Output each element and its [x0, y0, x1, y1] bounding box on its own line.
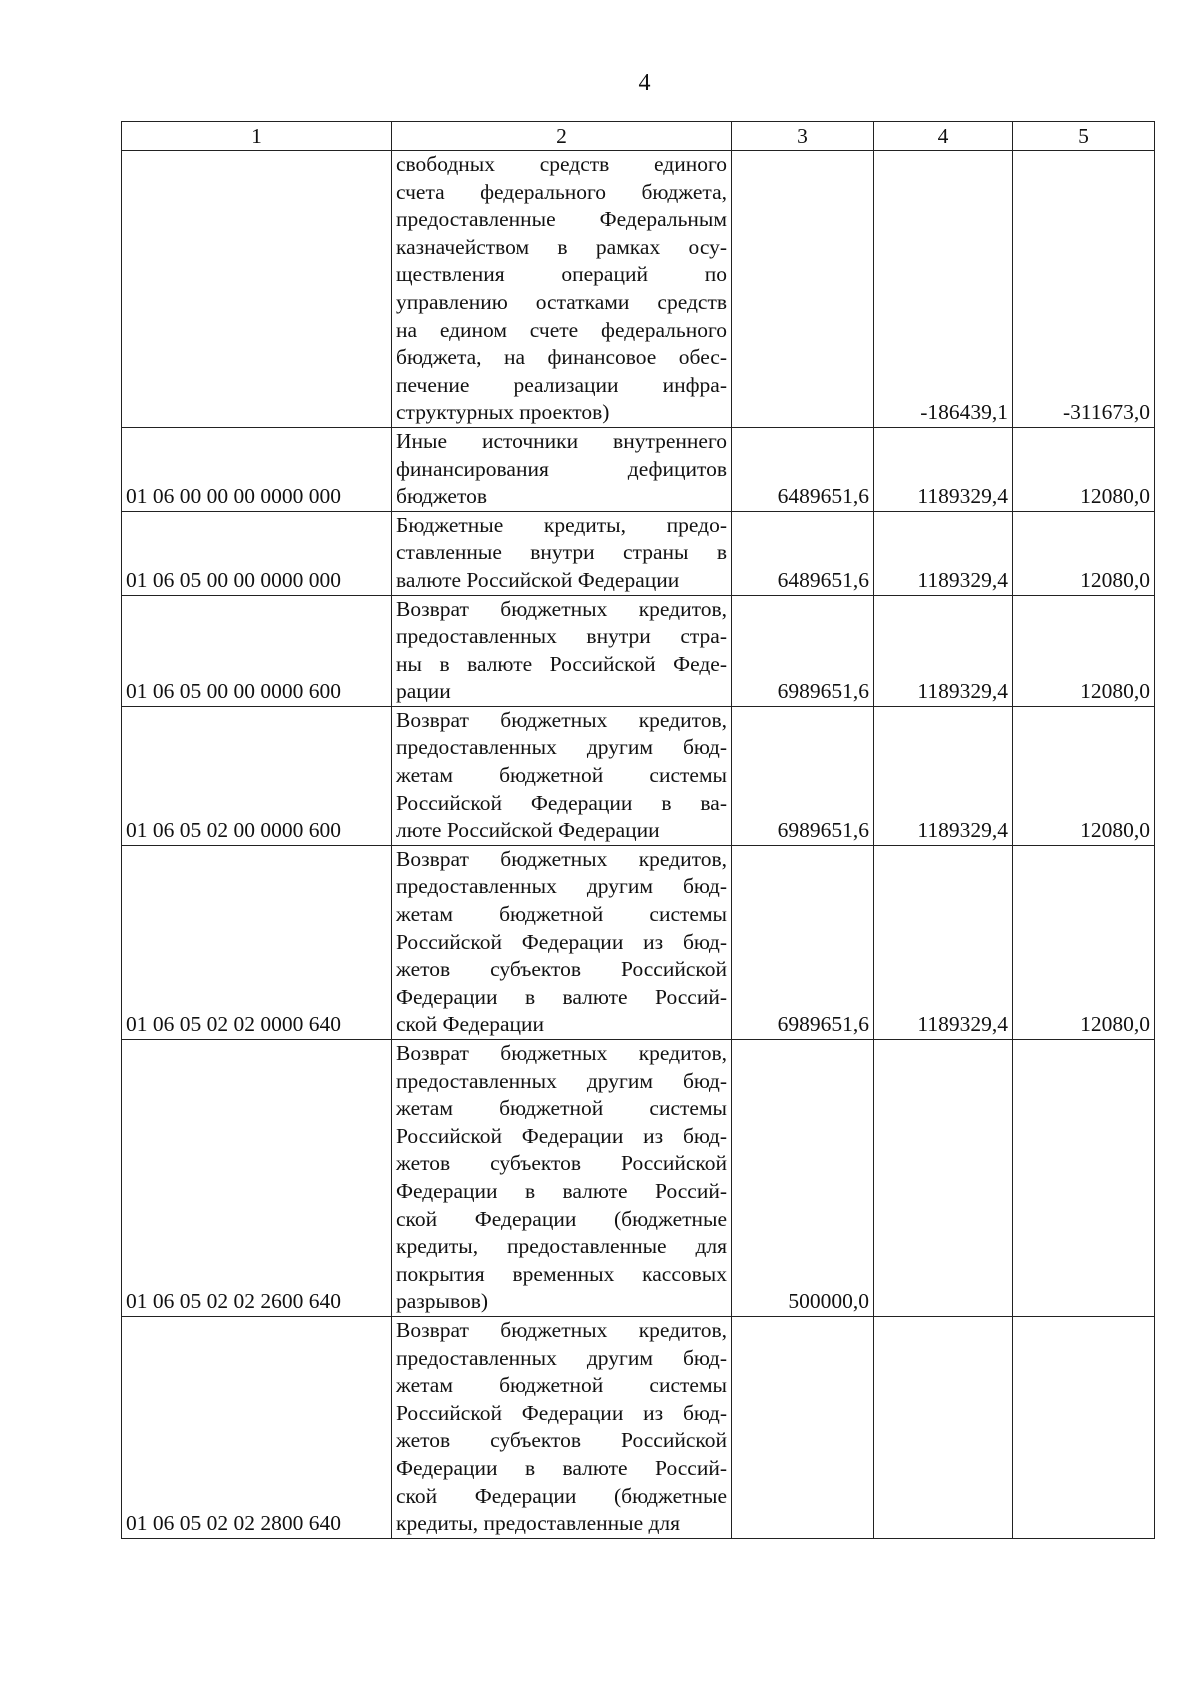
amount-cell-col5: -311673,0 [1013, 151, 1155, 428]
description-line: ской Федерации [396, 1012, 545, 1037]
description-line: казначейством в рамках осу- [396, 234, 727, 259]
description-line: свободных средств единого [396, 152, 727, 176]
description-line: Возврат бюджетных кредитов, [396, 707, 727, 732]
amount-cell-col3: 6989651,6 [732, 845, 874, 1039]
description-line: финансирования дефицитов [396, 456, 727, 481]
description-line: Федерации в валюте Россий- [396, 984, 727, 1009]
amount-cell-col4: 1189329,4 [874, 845, 1013, 1039]
amount-cell-col4: 1189329,4 [874, 427, 1013, 511]
amount-cell-col4 [874, 1316, 1013, 1538]
header-row [122, 122, 1155, 151]
amount-cell-col4: 1189329,4 [874, 706, 1013, 845]
description-line: предоставленных внутри стра- [396, 624, 727, 649]
amount-cell-col3: 6489651,6 [732, 427, 874, 511]
description-line: Федерации в валюте Россий- [396, 1178, 727, 1203]
description-line: предоставленные Федеральным [396, 207, 727, 232]
description-line: жетам бюджетной системы [396, 1096, 727, 1121]
amount-cell-col5 [1013, 1316, 1155, 1538]
amount-cell-col3: 6989651,6 [732, 706, 874, 845]
header-col-1: 1 [122, 122, 392, 151]
description-cell [392, 1316, 732, 1538]
description-line: кредиты, предоставленные для [396, 1511, 681, 1536]
description-line: предоставленных другим бюд- [396, 735, 727, 760]
description-cell [392, 511, 732, 595]
amount-cell-col4: 1189329,4 [874, 511, 1013, 595]
page-number: 4 [638, 70, 651, 96]
description-line: Российской Федерации из бюд- [396, 1123, 727, 1148]
amount-cell-col4: 1189329,4 [874, 595, 1013, 706]
amount-cell-col3 [732, 151, 874, 428]
amount-cell-col4 [874, 1040, 1013, 1317]
description-line: Российской Федерации в ва- [396, 790, 727, 815]
budget-sources-table [121, 121, 1155, 1539]
amount-cell-col4: -186439,1 [874, 151, 1013, 428]
description-line: ны в валюте Российской Феде- [396, 651, 727, 676]
budget-code-cell: 01 06 05 00 00 0000 000 [122, 511, 392, 595]
budget-code-cell: 01 06 00 00 00 0000 000 [122, 427, 392, 511]
amount-cell-col3: 6989651,6 [732, 595, 874, 706]
description-cell [392, 706, 732, 845]
description-cell [392, 151, 732, 428]
description-line: ставленные внутри страны в [396, 540, 727, 565]
description-line: предоставленных другим бюд- [396, 1068, 727, 1093]
amount-cell-col3: 500000,0 [732, 1040, 874, 1317]
amount-cell-col5: 12080,0 [1013, 511, 1155, 595]
amount-cell-col5: 12080,0 [1013, 706, 1155, 845]
description-line: Иные источники внутреннего [396, 428, 727, 453]
amount-cell-col3 [732, 1316, 874, 1538]
table-row [122, 1316, 1155, 1538]
description-line: рации [396, 679, 451, 704]
description-line: Федерации в валюте Россий- [396, 1455, 727, 1480]
description-line: на едином счете федерального [396, 317, 727, 342]
table-row [122, 427, 1155, 511]
description-cell [392, 427, 732, 511]
description-line: Возврат бюджетных кредитов, [396, 596, 727, 621]
description-line: ществления операций по [396, 262, 727, 287]
description-line: Возврат бюджетных кредитов, [396, 1041, 727, 1065]
header-col-2: 2 [392, 122, 732, 151]
description-line: валюте Российской Федерации [396, 567, 680, 592]
description-line: жетам бюджетной системы [396, 902, 727, 927]
description-line: кредиты, предоставленные для [396, 1234, 727, 1259]
table-row [122, 151, 1155, 428]
description-line: Российской Федерации из бюд- [396, 1400, 727, 1425]
description-line: Бюджетные кредиты, предо- [396, 512, 727, 537]
budget-code-cell: 01 06 05 02 02 2600 640 [122, 1040, 392, 1317]
description-line: счета федерального бюджета, [396, 179, 727, 204]
table-row [122, 706, 1155, 845]
description-line: ской Федерации (бюджетные [396, 1483, 727, 1508]
header-col-3: 3 [732, 122, 874, 151]
header-col-5: 5 [1013, 122, 1155, 151]
description-cell [392, 595, 732, 706]
description-line: предоставленных другим бюд- [396, 1345, 727, 1370]
description-line: Возврат бюджетных кредитов, [396, 846, 727, 871]
budget-code-cell: 01 06 05 00 00 0000 600 [122, 595, 392, 706]
amount-cell-col5: 12080,0 [1013, 845, 1155, 1039]
description-line: Российской Федерации из бюд- [396, 929, 727, 954]
description-line: бюджетов [396, 484, 487, 509]
description-cell [392, 1040, 732, 1317]
description-cell [392, 845, 732, 1039]
description-line: люте Российской Федерации [396, 818, 660, 843]
description-line: печение реализации инфра- [396, 372, 727, 397]
description-line: разрывов) [396, 1289, 489, 1314]
budget-code-cell: 01 06 05 02 00 0000 600 [122, 706, 392, 845]
amount-cell-col5: 12080,0 [1013, 595, 1155, 706]
description-line: предоставленных другим бюд- [396, 874, 727, 899]
header-col-4: 4 [874, 122, 1013, 151]
description-line: структурных проектов) [396, 400, 610, 425]
budget-code-cell [122, 151, 392, 428]
description-line: жетов субъектов Российской [396, 1428, 727, 1453]
description-line: покрытия временных кассовых [396, 1261, 727, 1286]
budget-code-cell: 01 06 05 02 02 0000 640 [122, 845, 392, 1039]
description-line: бюджета, на финансовое обес- [396, 345, 727, 370]
description-line: жетам бюджетной системы [396, 763, 727, 788]
description-line: Возврат бюджетных кредитов, [396, 1317, 727, 1342]
description-line: жетов субъектов Российской [396, 1151, 727, 1176]
amount-cell-col5 [1013, 1040, 1155, 1317]
description-line: жетов субъектов Российской [396, 957, 727, 982]
budget-code-cell: 01 06 05 02 02 2800 640 [122, 1316, 392, 1538]
table-row [122, 511, 1155, 595]
table-row [122, 845, 1155, 1039]
description-line: жетам бюджетной системы [396, 1373, 727, 1398]
table-row [122, 595, 1155, 706]
description-line: управлению остатками средств [396, 289, 727, 314]
amount-cell-col5: 12080,0 [1013, 427, 1155, 511]
table-row [122, 1040, 1155, 1317]
amount-cell-col3: 6489651,6 [732, 511, 874, 595]
description-line: ской Федерации (бюджетные [396, 1206, 727, 1231]
